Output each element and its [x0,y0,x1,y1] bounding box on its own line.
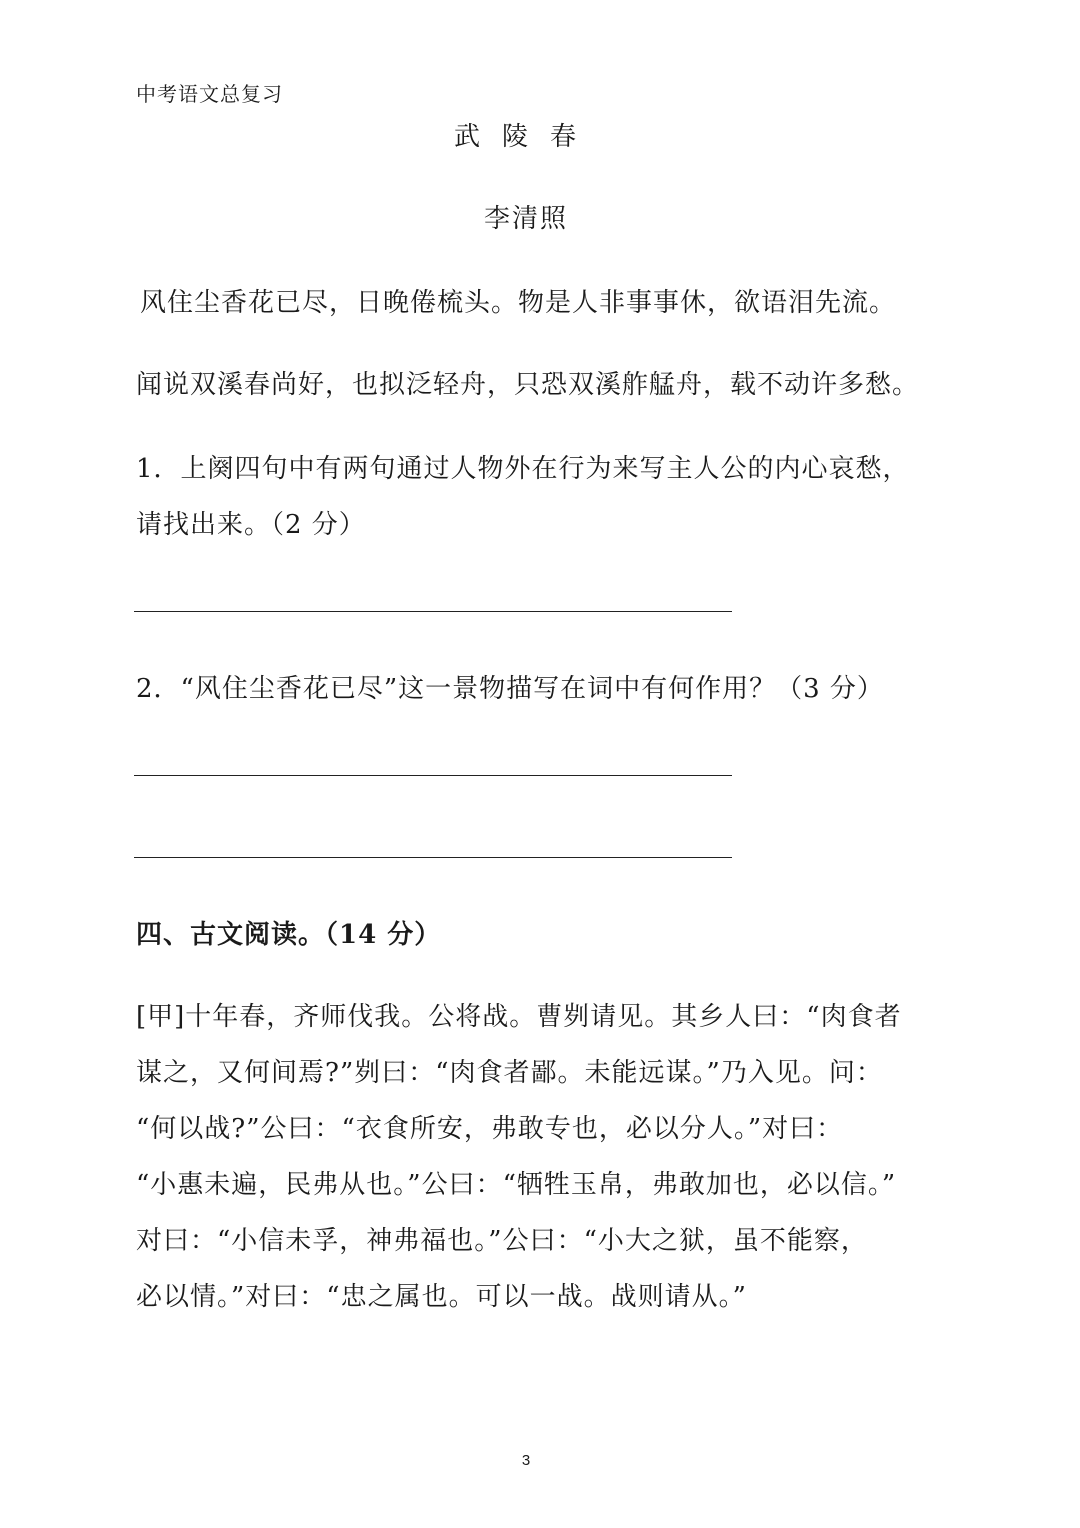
poem-line-1: 风住尘香花已尽，日晚倦梳头。物是人非事事休，欲语泪先流。 [140,288,897,318]
section-4-heading: 四、古文阅读。（14 分） [136,920,442,950]
answer-line-q1[interactable] [134,611,732,612]
question-1-line-1: 1．上阕四句中有两句通过人物外在行为来写主人公的内心哀愁， [136,454,910,484]
poem-author: 李清照 [483,204,568,234]
passage-line-6: 必以情。”对曰：“忠之属也。可以一战。战则请从。” [136,1282,747,1312]
question-2-line-1: 2．“风住尘香花已尽”这一景物描写在词中有何作用？（3 分） [136,674,884,704]
poem-line-2: 闻说双溪春尚好，也拟泛轻舟，只恐双溪舴艋舟，载不动许多愁。 [136,370,920,400]
page-header: 中考语文总复习 [136,82,283,106]
answer-line-q2-b[interactable] [134,857,732,858]
passage-line-3: “何以战?”公曰：“衣食所安，弗敢专也，必以分人。”对曰： [136,1114,844,1144]
page-number: 3 [521,1452,531,1469]
answer-line-q2-a[interactable] [134,775,732,776]
passage-line-2: 谋之，又何间焉?”刿曰：“肉食者鄙。未能远谋。”乃入见。问： [136,1058,883,1088]
passage-line-1: [甲]十年春，齐师伐我。公将战。曹刿请见。其乡人曰：“肉食者 [136,1002,902,1032]
poem-title: 武陵春 [453,122,598,152]
passage-line-5: 对曰：“小信未孚，神弗福也。”公曰：“小大之狱，虽不能察， [136,1226,868,1256]
question-1-line-2: 请找出来。（2 分） [136,510,366,540]
passage-line-4: “小惠未遍，民弗从也。”公曰：“牺牲玉帛，弗敢加也，必以信。” [136,1170,897,1200]
